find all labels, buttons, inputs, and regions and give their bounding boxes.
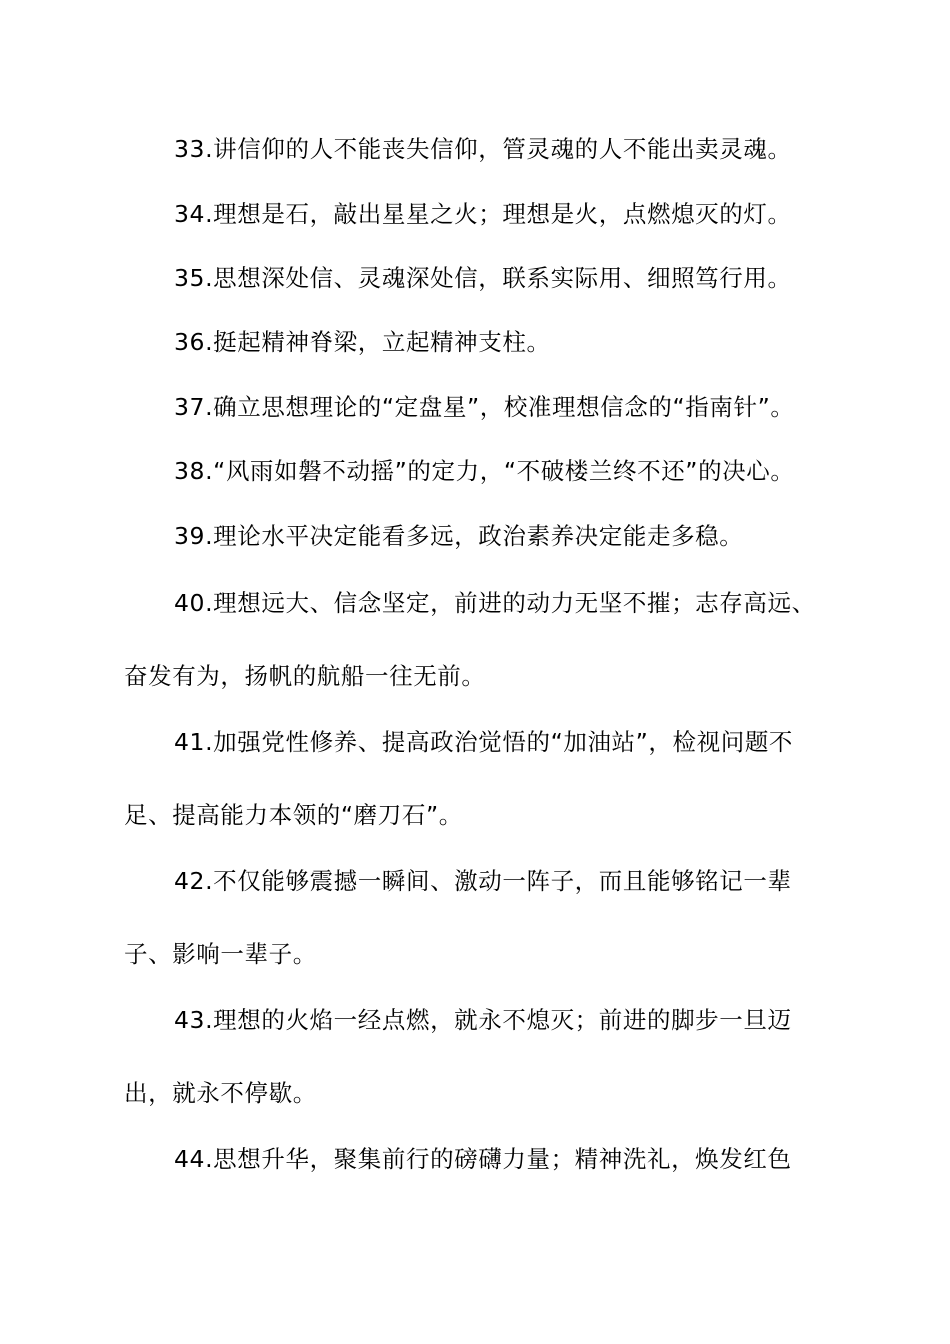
line-41-cont: 足、提高能力本领的“磨刀石”。: [124, 801, 463, 829]
line-36: 36.挺起精神脊梁，立起精神支柱。: [174, 328, 551, 356]
line-40: 40.理想远大、信念坚定，前进的动力无坚不摧；志存高远、: [174, 589, 816, 617]
line-34: 34.理想是石，敲出星星之火；理想是火，点燃熄灭的灯。: [174, 200, 792, 228]
line-40-cont: 奋发有为，扬帆的航船一往无前。: [124, 662, 486, 690]
line-35: 35.思想深处信、灵魂深处信，联系实际用、细照笃行用。: [174, 264, 792, 292]
line-42-cont: 子、影响一辈子。: [124, 940, 317, 968]
line-43: 43.理想的火焰一经点燃，就永不熄灭；前进的脚步一旦迈: [174, 1006, 792, 1034]
line-41: 41.加强党性修养、提高政治觉悟的“加油站”，检视问题不: [174, 728, 794, 756]
line-33: 33.讲信仰的人不能丧失信仰，管灵魂的人不能出卖灵魂。: [174, 135, 792, 163]
line-42: 42.不仅能够震撼一瞬间、激动一阵子，而且能够铭记一辈: [174, 867, 792, 895]
line-43-cont: 出，就永不停歇。: [124, 1079, 317, 1107]
line-39: 39.理论水平决定能看多远，政治素养决定能走多稳。: [174, 522, 744, 550]
line-44: 44.思想升华，聚集前行的磅礴力量；精神洗礼，焕发红色: [174, 1145, 792, 1173]
line-37: 37.确立思想理论的“定盘星”，校准理想信念的“指南针”。: [174, 393, 795, 421]
line-38: 38.“风雨如磐不动摇”的定力，“不破楼兰终不还”的决心。: [174, 457, 795, 485]
